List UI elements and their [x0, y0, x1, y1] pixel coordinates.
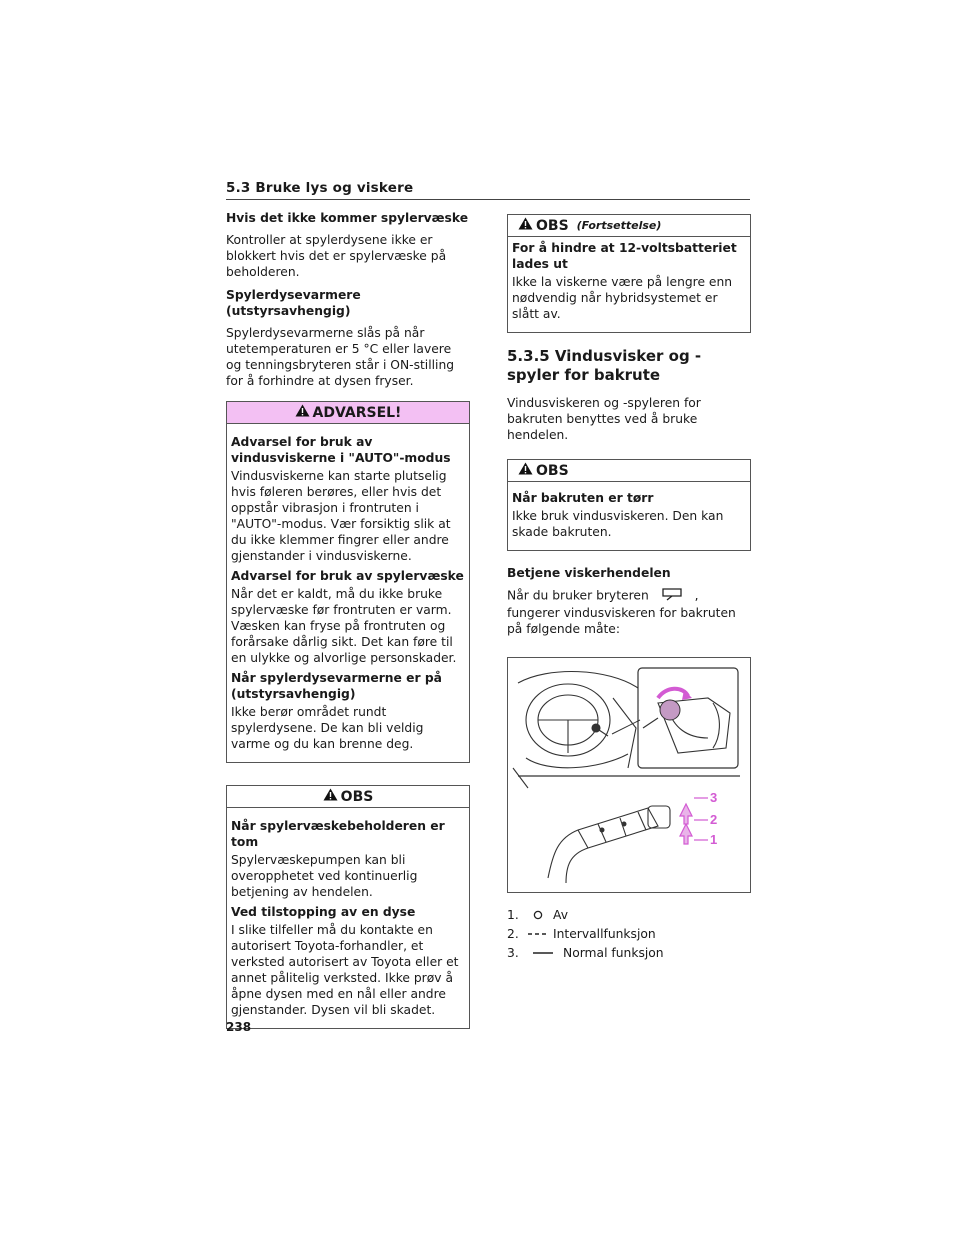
list-item [507, 905, 751, 924]
list-item [507, 943, 751, 962]
heading-nozzle-heaters: Spylerdysevarmere (utstyrsavhengig) [226, 288, 361, 318]
list-item-label: Normal funksjon [563, 945, 664, 960]
list-item-number: 2. [507, 926, 519, 941]
notice-text-clog: I slike tilfeller må du kontakte en autorisert Toyota-forhandler, et verksted autorisert av Toyota eller et annet pålitelig verksted. Ikke prøv å åpne dysen med en nål eller andre gjenstander. Dysen vil bli skadet. [231, 923, 459, 1017]
notice-continued-header [508, 215, 750, 237]
section-title: 5.3 Bruke lys og viskere [226, 180, 750, 200]
notice-continued-label: OBS [536, 217, 569, 234]
warning-body [227, 424, 469, 762]
notice-body [227, 808, 469, 1028]
paragraph-operate-lever [507, 587, 751, 637]
list-item-number: 3. [507, 945, 519, 960]
figure-label-3: 3 [710, 790, 718, 805]
warning-header [227, 402, 469, 424]
rear-wiper-switch-icon [661, 587, 683, 605]
heading-rear-wiper: 5.3.5 Vindusvisker og -spyler for bakrute [507, 347, 702, 384]
warning-triangle-icon [518, 462, 533, 479]
solid-line-icon [523, 950, 563, 956]
left-column [226, 210, 470, 1029]
warning-triangle-icon [518, 217, 533, 234]
wiper-lever-illustration [508, 658, 750, 892]
notice-text-empty: Spylervæskepumpen kan bli overopphetet ved kontinuerlig betjening av hendelen. [231, 853, 418, 899]
warning-label: ADVARSEL! [312, 404, 402, 421]
notice-dry-box [507, 459, 751, 551]
list-item [507, 924, 751, 943]
continued-label: (Fortsettelse) [576, 218, 662, 232]
figure-label-2: 2 [710, 812, 718, 827]
warning-heading-auto: Advarsel for bruk av vindusviskerne i "AUTO"-modus [231, 435, 451, 465]
operate-text-b: , fungerer vindusviskeren for bakruten på følgende måte: [507, 588, 736, 636]
notice-text-battery: Ikke la viskerne være på lengre enn nødvendig når hybridsystemet er slått av. [512, 275, 733, 321]
notice-heading-empty: Når spylervæskebeholderen er tom [231, 819, 445, 849]
notice-label: OBS [340, 788, 374, 805]
list-item-number: 1. [507, 907, 519, 922]
notice-heading-battery: For å hindre at 12-voltsbatteriet lades ut [512, 241, 737, 271]
warning-heading-fluid: Advarsel for bruk av spylervæske [231, 569, 464, 583]
lever-positions-list [507, 905, 751, 962]
notice-text-dry: Ikke bruk vindusviskeren. Den kan skade bakruten. [512, 509, 724, 539]
warning-text-heaters: Ikke berør området rundt spylerdysene. De kan bli veldig varme og du kan brenne deg. [231, 705, 424, 751]
warning-triangle-icon [323, 788, 338, 805]
paragraph-nozzle-heaters: Spylerdysevarmerne slås på når utetemperaturen er 5 °C eller lavere og tenningsbryteren står i ON-stilling for å forhindre at dysen fryser. [226, 326, 455, 388]
warning-triangle-icon [295, 404, 310, 421]
notice-heading-clog: Ved tilstopping av en dyse [231, 905, 416, 919]
notice-box [226, 785, 470, 1029]
dashed-line-icon [523, 931, 553, 937]
warning-text-fluid: Når det er kaldt, må du ikke bruke spylervæske før frontruten er varm. Væsken kan fryse på frontruten og forårsake dårlig sikt. Det kan føre til en ulykke og alvorlige personskader. [231, 587, 457, 665]
heading-no-washer-fluid: Hvis det ikke kommer spylervæske [226, 211, 469, 225]
notice-header [227, 786, 469, 808]
right-column [507, 214, 751, 962]
notice-heading-dry: Når bakruten er tørr [512, 491, 654, 505]
warning-box [226, 401, 470, 763]
notice-continued-box [507, 214, 751, 333]
wiper-lever-figure [507, 657, 751, 893]
paragraph-rear-wiper-intro: Vindusviskeren og -spyleren for bakruten benyttes ved å bruke hendelen. [507, 396, 701, 442]
list-item-label: Av [553, 907, 568, 922]
operate-text-a: Når du bruker bryteren [507, 588, 649, 603]
list-item-label: Intervallfunksjon [553, 926, 656, 941]
notice-dry-header [508, 460, 750, 482]
page-number: 238 [226, 1020, 252, 1034]
warning-heading-heaters: Når spylerdysevarmerne er på (utstyrsavhengig) [231, 671, 442, 701]
notice-continued-body [508, 237, 750, 332]
notice-dry-body [508, 482, 750, 550]
warning-text-auto: Vindusviskerne kan starte plutselig hvis føleren berøres, eller hvis det oppstår vibrasjon i frontruten i "AUTO"-modus. Vær forsiktig slik at du ikke klemmer fingrer eller andre gjenstander i vindusviskerne. [231, 469, 451, 563]
heading-operate-lever: Betjene viskerhendelen [507, 566, 671, 580]
figure-label-1: 1 [710, 832, 718, 847]
notice-dry-label: OBS [536, 462, 569, 479]
off-circle-icon [523, 910, 553, 920]
paragraph-no-washer-fluid: Kontroller at spylerdysene ikke er blokkert hvis det er spylervæske på beholderen. [226, 233, 447, 279]
